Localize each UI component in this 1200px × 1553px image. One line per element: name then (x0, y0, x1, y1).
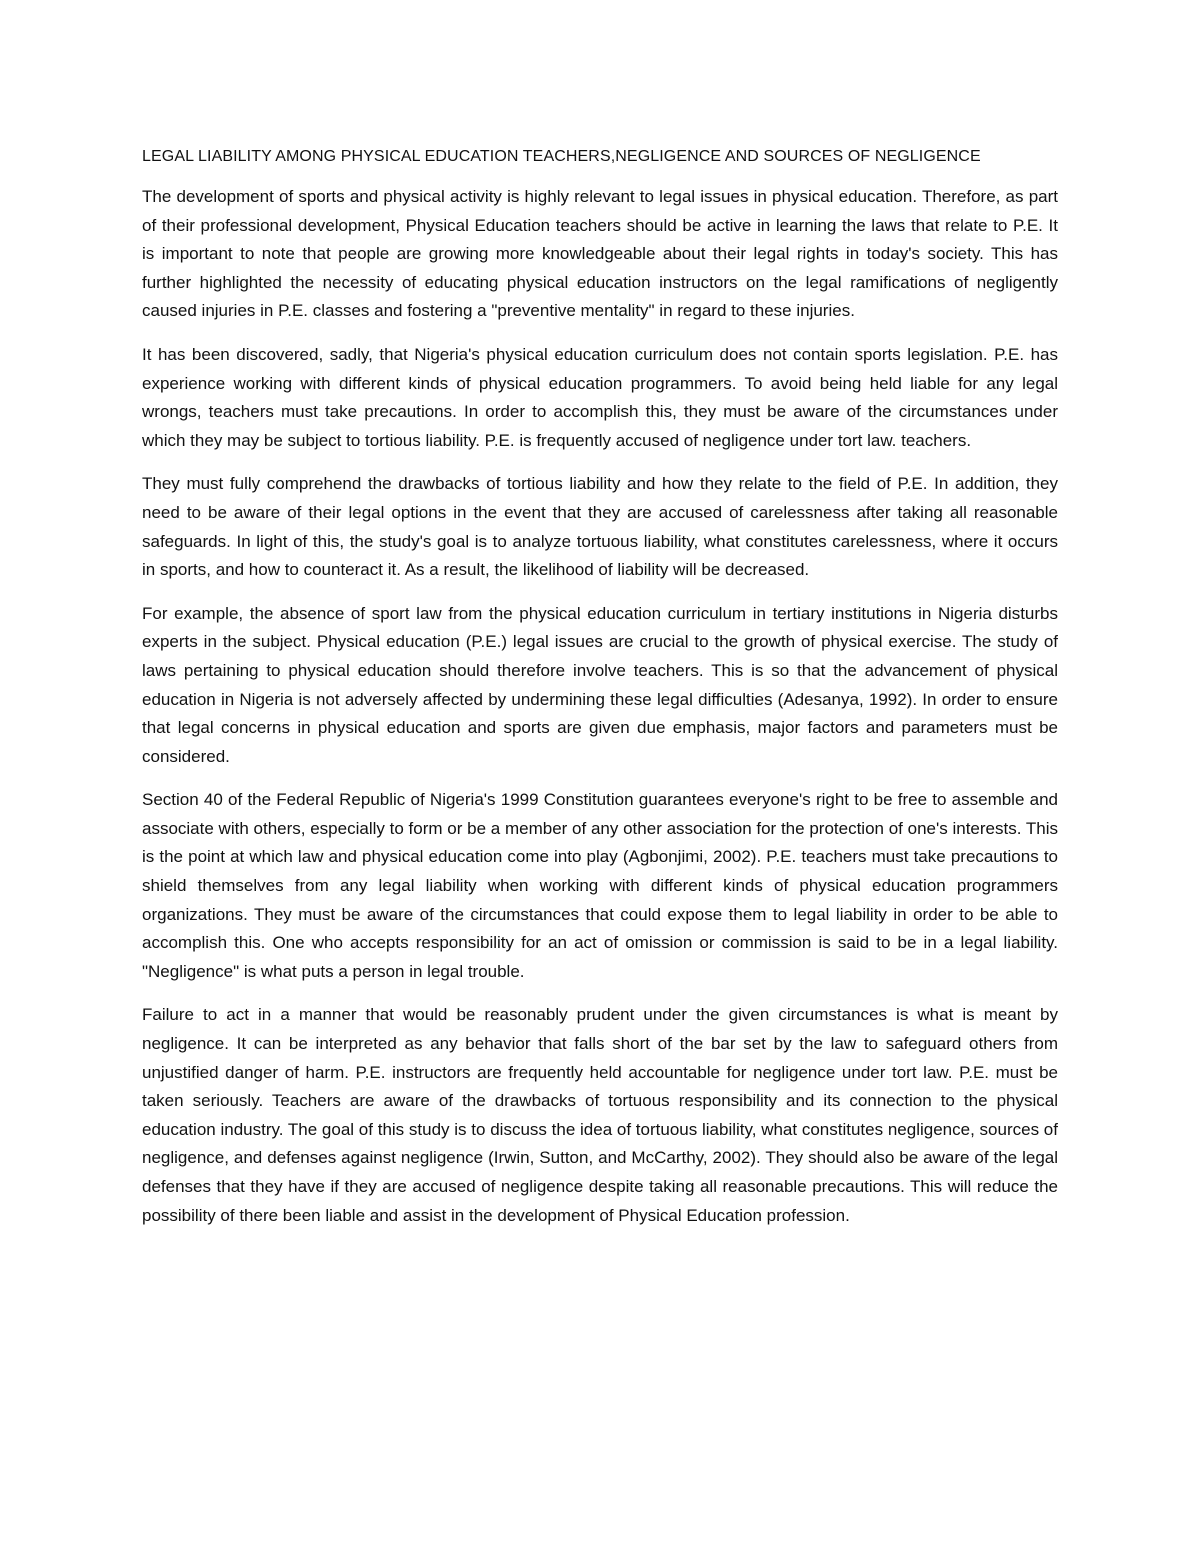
paragraph-2: It has been discovered, sadly, that Nigeria's physical education curriculum does not contain sports legislation. P.E. has experience working with different kinds of physical education programmers. To avoid being held liable for any legal wrongs, teachers must take precautions. In order to accomplish this, they must be aware of the circumstances under which they may be subject to tortious liability. P.E. is frequently accused of negligence under tort law. teachers. (142, 344, 1058, 450)
document-body (142, 143, 1058, 1230)
paragraph-4: For example, the absence of sport law from the physical education curriculum in tertiary institutions in Nigeria disturbs experts in the subject. Physical education (P.E.) legal issues are crucial to the growth of physical exercise. The study of laws pertaining to physical education should therefore involve teachers. This is so that the advancement of physical education in Nigeria is not adversely affected by undermining these legal difficulties (Adesanya, 1992). In order to ensure that legal concerns in physical education and sports are given due emphasis, major factors and parameters must be considered. (142, 603, 1058, 766)
document-title: LEGAL LIABILITY AMONG PHYSICAL EDUCATION TEACHERS,NEGLIGENCE AND SOURCES OF NEGLIGENCE (142, 148, 981, 165)
paragraph-5: Section 40 of the Federal Republic of Nigeria's 1999 Constitution guarantees everyone's right to be free to assemble and associate with others, especially to form or be a member of any other association for the protection of one's interests. This is the point at which law and physical education come into play (Agbonjimi, 2002). P.E. teachers must take precautions to shield themselves from any legal liability when working with different kinds of physical education programmers organizations. They must be aware of the circumstances that could expose them to legal liability in order to be able to accomplish this. One who accepts responsibility for an act of omission or commission is said to be in a legal liability. "Negligence" is what puts a person in legal trouble. (142, 790, 1058, 981)
paragraph-3: They must fully comprehend the drawbacks of tortious liability and how they relate to the field of P.E. In addition, they need to be aware of their legal options in the event that they are accused of carelessness after taking all reasonable safeguards. In light of this, the study's goal is to analyze tortuous liability, what constitutes carelessness, where it occurs in sports, and how to counteract it. As a result, the likelihood of liability will be decreased. (142, 474, 1058, 580)
paragraph-1: The development of sports and physical activity is highly relevant to legal issues in physical education. Therefore, as part of their professional development, Physical Education teachers should be active in learning the laws that relate to P.E. It is important to note that people are growing more knowledgeable about their legal rights in today's society. This has further highlighted the necessity of educating physical education instructors on the legal ramifications of negligently caused injuries in P.E. classes and fostering a "preventive mentality" in regard to these injuries. (142, 187, 1058, 321)
paragraph-6: Failure to act in a manner that would be reasonably prudent under the given circumstances is what is meant by negligence. It can be interpreted as any behavior that falls short of the bar set by the law to safeguard others from unjustified danger of harm. P.E. instructors are frequently held accountable for negligence under tort law. P.E. must be taken seriously. Teachers are aware of the drawbacks of tortuous responsibility and its connection to the physical education industry. The goal of this study is to discuss the idea of tortuous liability, what constitutes negligence, sources of negligence, and defenses against negligence (Irwin, Sutton, and McCarthy, 2002). They should also be aware of the legal defenses that they have if they are accused of negligence despite taking all reasonable precautions. This will reduce the possibility of there been liable and assist in the development of Physical Education profession. (142, 1005, 1058, 1225)
